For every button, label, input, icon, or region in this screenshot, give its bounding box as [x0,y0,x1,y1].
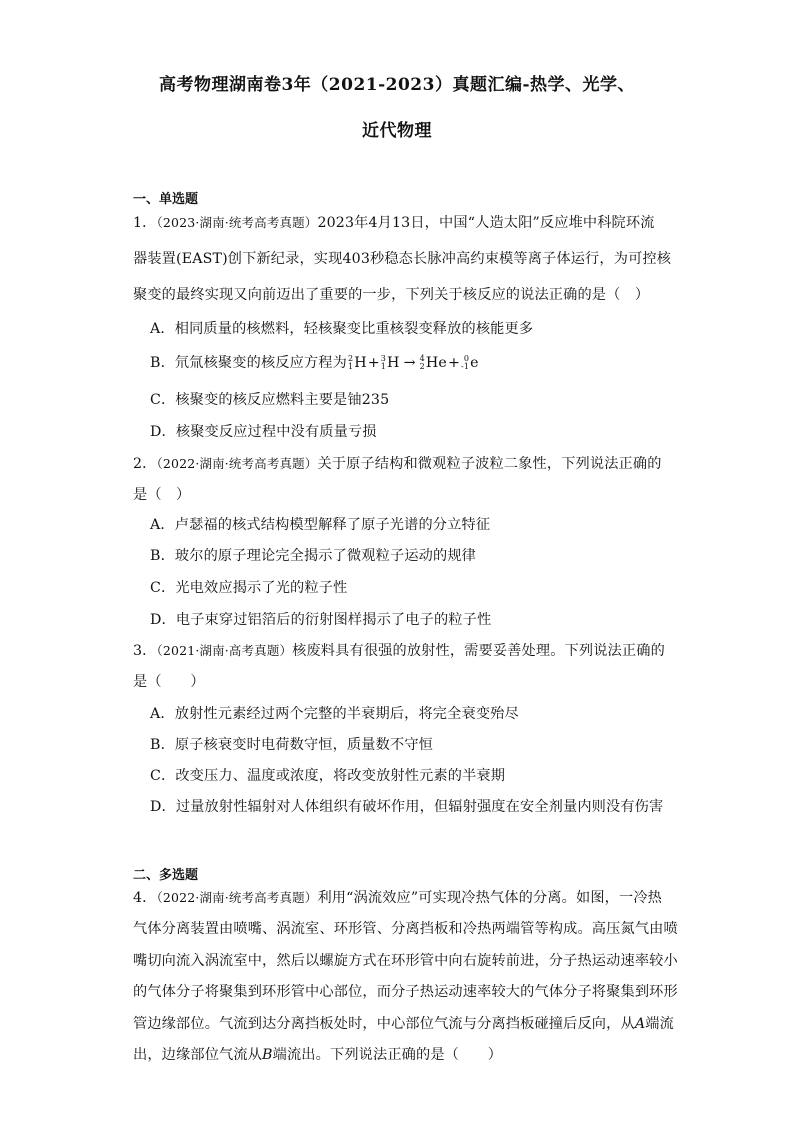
question-3-option-b: B．原子核衰变时电荷数守恒，质量数不守恒 [150,737,433,753]
variable-a: A [634,1016,646,1032]
variable-b: B [262,1047,273,1063]
question-source: （2021·湖南·高考真题） [156,643,293,658]
section-heading-single-choice: 一、单选题 [133,192,199,207]
question-2-option-a: A．卢瑟福的核式结构模型解释了原子光谱的分立特征 [150,517,491,533]
text-segment: 端流 [645,1016,674,1032]
question-text: 2023年4月13日，中国“人造太阳”反应堆中科院环流 [317,215,655,231]
question-1-option-c: C．核聚变的核反应燃料主要是铀235 [150,392,390,408]
question-1-line-2: 器装置(EAST)创下新纪录，实现403秒稳态长脉冲高约束模等离子体运行，为可控核 [133,251,672,267]
reaction-arrow: → [403,355,416,371]
question-source: （2022·湖南·统考高考真题） [156,456,318,471]
option-b-text: B．氘氚核聚变的核反应方程为 [150,355,347,371]
text-segment: 出，边缘部位气流从 [133,1047,263,1063]
question-2-line-1 [133,453,662,473]
question-1-line-3: 聚变的最终实现又向前迈出了重要的一步，下列关于核反应的说法正确的是（ ） [133,287,650,303]
text-segment: 管边缘部位。气流到达分离挡板处时，中心部位气流与分离挡板碰撞后反向，从 [133,1016,635,1032]
plus-sign: + [367,355,380,371]
question-text: 核废料具有很强的放射性，需要妥善处理。下列说法正确的 [292,643,665,659]
question-3-option-a: A．放射性元素经过两个完整的半衰期后，将完全衰变殆尽 [150,706,519,722]
nuclide-helium: 4 2 He [419,354,447,371]
question-1-line-1 [133,212,655,232]
question-4-line-3: 嘴切向流入涡流室中，然后以螺旋方式在环形管中向右旋转前进，分子热运动速率较小 [133,953,678,969]
question-2-option-b: B．玻尔的原子理论完全揭示了微观粒子运动的规律 [150,548,477,564]
plus-sign: + [447,355,460,371]
question-source: （2023·湖南·统考高考真题） [156,215,318,230]
nuclear-reaction-equation [347,355,480,371]
section-heading-multiple-choice: 二、多选题 [133,868,199,883]
question-4-line-2: 气体分离装置由喷嘴、涡流室、环形管、分离挡板和冷热两端管等构成。高压氮气由喷 [133,921,678,937]
nuclide-deuterium: 2 1 H [347,354,367,371]
question-number: 3． [133,643,157,659]
question-3-option-d: D．过量放射性辐射对人体组织有破坏作用，但辐射强度在安全剂量内则没有伤害 [150,799,664,815]
question-3-line-1 [133,640,665,660]
document-title-line-2: 近代物理 [362,121,432,141]
question-4-line-1 [133,887,662,907]
nuclide-electron: 0 -1 e [461,354,479,371]
question-number: 4． [133,890,157,906]
question-number: 1． [133,215,157,231]
question-2-line-2: 是（ ） [133,487,191,503]
question-source: （2022·湖南·统考高考真题） [156,890,318,905]
question-text: 关于原子结构和微观粒子波粒二象性，下列说法正确的 [317,456,662,472]
question-2-option-c: C．光电效应揭示了光的粒子性 [150,580,348,596]
question-4-line-5 [133,1013,674,1033]
question-3-line-2: 是（ ） [133,674,205,690]
question-text: 利用“涡流效应”可实现冷热气体的分离。如图，一冷热 [317,890,663,906]
question-1-option-d: D．核聚变反应过程中没有质量亏损 [150,424,377,440]
question-1-option-a: A．相同质量的核燃料，轻核聚变比重核裂变释放的核能更多 [150,321,534,337]
question-4-line-6 [133,1044,502,1064]
nuclide-tritium: 3 1 H [380,354,400,371]
question-1-option-b [150,352,480,372]
question-4-line-4: 的气体分子将聚集到环形管中心部位，而分子热运动速率较大的气体分子将聚集到环形 [133,984,678,1000]
document-title-line-1: 高考物理湖南卷3年（2021-2023）真题汇编-热学、光学、 [158,75,636,95]
question-2-option-d: D．电子束穿过铝箔后的衍射图样揭示了电子的粒子性 [150,612,492,628]
question-number: 2． [133,456,157,472]
question-3-option-c: C．改变压力、温度或浓度，将改变放射性元素的半衰期 [150,768,506,784]
text-segment: 端流出。下列说法正确的是（ ） [272,1047,503,1063]
